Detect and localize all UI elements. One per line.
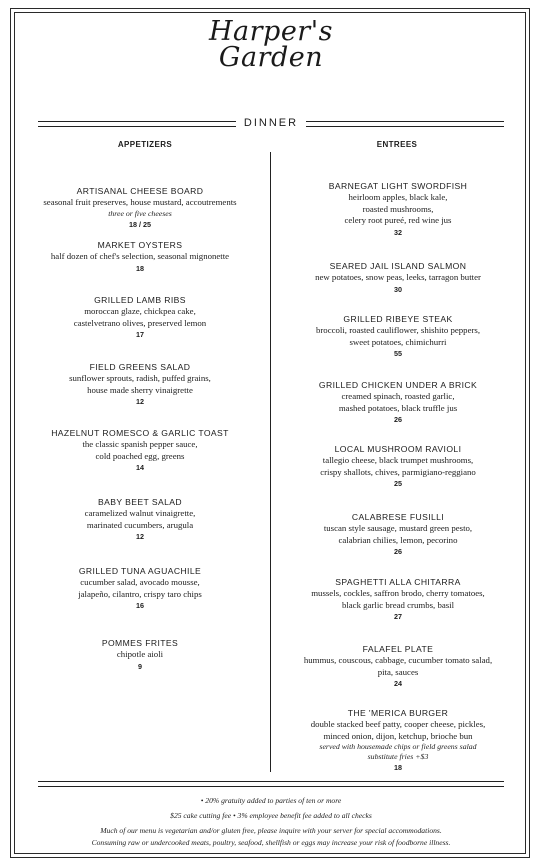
item-description: caramelized walnut vinaigrette, <box>84 508 196 518</box>
item-price: 18 <box>136 263 144 273</box>
item-description: minced onion, dijon, ketchup, brioche bun <box>323 730 473 741</box>
menu-item <box>278 314 518 359</box>
item-name: POMMES FRITES <box>101 638 179 648</box>
item-price: 25 <box>394 479 402 488</box>
item-name: GRILLED CHICKEN UNDER A BRICK <box>318 380 478 390</box>
menu-item <box>278 261 518 295</box>
menu-item <box>278 444 518 489</box>
footer-rule-2 <box>38 786 504 787</box>
menu-item <box>278 708 518 773</box>
item-name: GRILLED TUNA AGUACHILE <box>78 566 202 576</box>
item-price: 12 <box>136 397 144 406</box>
item-description: sunflower sprouts, radish, puffed grains, <box>69 373 211 383</box>
item-description: black garlic bread crumbs, basil <box>341 599 455 610</box>
footer-rule-1 <box>38 781 504 782</box>
item-name: GRILLED LAMB RIBS <box>94 295 186 305</box>
logo-line-1: Harper's <box>209 16 333 47</box>
item-description: creamed spinach, roasted garlic, <box>341 391 455 401</box>
item-price: 14 <box>136 463 144 472</box>
item-price: 17 <box>136 330 144 339</box>
menu-item <box>20 186 260 230</box>
item-name: LOCAL MUSHROOM RAVIOLI <box>334 444 462 454</box>
item-description: calabrian chilies, lemon, pecorino <box>338 534 458 545</box>
item-name: BARNEGAT LIGHT SWORDFISH <box>328 181 468 191</box>
item-description: mashed potatoes, black truffle jus <box>338 402 458 413</box>
column-divider <box>270 152 271 772</box>
item-description: new potatoes, snow peas, leeks, tarragon butter <box>315 272 481 282</box>
item-price: 32 <box>394 227 402 237</box>
item-note: three or five cheeses <box>108 208 172 218</box>
item-description: heirloom apples, black kale, <box>348 192 448 202</box>
item-note: substitute fries +$3 <box>367 752 429 761</box>
item-description: pita, sauces <box>377 666 419 677</box>
item-price: 26 <box>394 547 402 556</box>
item-name: ARTISANAL CHEESE BOARD <box>76 186 204 196</box>
item-description: tuscan style sausage, mustard green pesto, <box>323 523 473 533</box>
item-description: broccoli, roasted cauliflower, shishito peppers, <box>315 325 481 335</box>
menu-item <box>278 380 518 425</box>
item-name: SEARED JAIL ISLAND SALMON <box>329 261 467 271</box>
menu-item <box>20 566 260 611</box>
item-note: served with housemade chips or field greens salad <box>319 742 477 751</box>
item-price: 26 <box>394 415 402 424</box>
item-price: 55 <box>394 349 402 358</box>
item-name: GRILLED RIBEYE STEAK <box>343 314 453 324</box>
item-name: HAZELNUT ROMESCO & GARLIC TOAST <box>51 428 229 438</box>
item-description: double stacked beef patty, cooper cheese, pickles, <box>310 719 486 729</box>
footer-health-warning: Consuming raw or undercooked meats, poultry, seafood, shellfish or eggs may increase your risk of foodborne illness. <box>91 838 451 847</box>
menu-item <box>20 362 260 407</box>
item-name: BABY BEET SALAD <box>97 497 183 507</box>
item-price: 16 <box>136 601 144 610</box>
item-name: SPAGHETTI ALLA CHITARRA <box>335 577 461 587</box>
item-price: 18 <box>394 763 402 772</box>
item-description: the classic spanish pepper sauce, <box>82 439 198 449</box>
item-description: sweet potatoes, chimichurri <box>349 336 447 347</box>
entrees-heading: ENTREES <box>376 140 418 149</box>
menu-item <box>278 644 518 689</box>
item-description: marinated cucumbers, arugula <box>86 519 194 530</box>
item-name: MARKET OYSTERS <box>97 240 183 250</box>
item-description: mussels, cockles, saffron brodo, cherry tomatoes, <box>311 588 485 598</box>
item-description: castelvetrano olives, preserved lemon <box>73 317 207 328</box>
item-price: 9 <box>138 661 142 671</box>
item-description: jalapeño, cilantro, crispy taro chips <box>78 588 202 599</box>
menu-item <box>20 295 260 340</box>
menu-item <box>20 497 260 542</box>
menu-item <box>20 638 260 672</box>
item-price: 24 <box>394 679 402 688</box>
item-description: celery root pureé, red wine jus <box>344 215 452 225</box>
section-title: DINNER <box>243 117 299 129</box>
footer-gratuity: • 20% gratuity added to parties of ten or more <box>200 796 342 805</box>
menu-item <box>20 240 260 274</box>
menu-item <box>278 181 518 238</box>
item-description: half dozen of chef's selection, seasonal mignonette <box>50 251 230 261</box>
menu-item <box>20 428 260 473</box>
item-name: CALABRESE FUSILLI <box>351 512 445 522</box>
item-price: 18 / 25 <box>129 219 151 229</box>
item-description: crispy shallots, chives, parmigiano-reggiano <box>320 466 476 477</box>
appetizers-heading: APPETIZERS <box>117 140 173 149</box>
item-price: 30 <box>394 284 402 294</box>
item-price: 12 <box>136 532 144 541</box>
item-description: house made sherry vinaigrette <box>87 384 193 395</box>
item-description: chipotle aioli <box>116 649 164 659</box>
item-price: 27 <box>394 612 402 621</box>
item-description: hummus, couscous, cabbage, cucumber tomato salad, <box>303 655 493 665</box>
item-description: cold poached egg, greens <box>95 450 185 461</box>
item-description: tallegio cheese, black trumpet mushrooms, <box>322 455 474 465</box>
footer-dietary-note: Much of our menu is vegetarian and/or gluten free, please inquire with your server for special accommodations. <box>100 826 442 835</box>
item-description: cucumber salad, avocado mousse, <box>80 577 200 587</box>
menu-item <box>278 577 518 622</box>
item-name: FALAFEL PLATE <box>362 644 434 654</box>
item-description: moroccan glaze, chickpea cake, <box>84 306 196 316</box>
menu-item <box>278 512 518 557</box>
logo-line-2: Garden <box>218 42 324 73</box>
item-description: seasonal fruit preserves, house mustard, accoutrements <box>43 197 237 207</box>
footer-fees: $25 cake cutting fee • 3% employee benefit fee added to all checks <box>170 811 372 820</box>
item-name: THE 'MERICA BURGER <box>347 708 449 718</box>
item-description: roasted mushrooms, <box>362 203 434 214</box>
item-name: FIELD GREENS SALAD <box>89 362 191 372</box>
